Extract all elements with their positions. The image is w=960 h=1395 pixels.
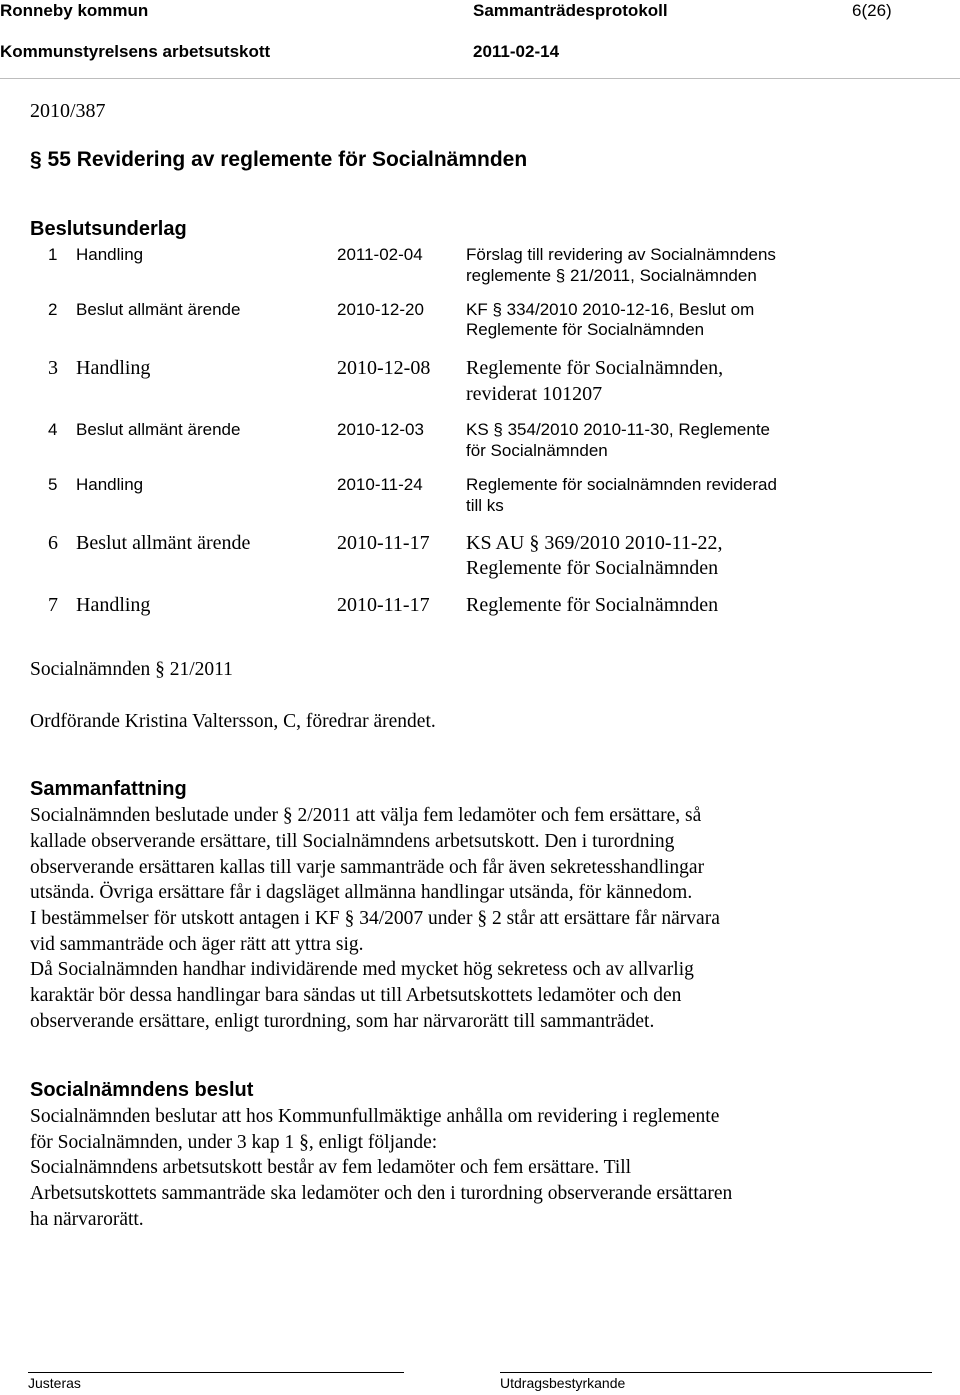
item-date: 2010-11-24 — [337, 475, 423, 494]
item-description: Reglemente för Socialnämnden — [466, 557, 719, 579]
summary-line: Då Socialnämnden handhar individärende med mycket hög sekretess och av allvarlig — [30, 959, 694, 980]
justeras-signature-line — [28, 1372, 404, 1373]
item-type: Handling — [76, 245, 144, 264]
summary-line: I bestämmelser för utskott antagen i KF § 34/2007 under § 2 står att ersättare får närvara — [30, 908, 720, 929]
item-date: 2010-12-03 — [337, 420, 424, 439]
summary-line: observerande ersättaren kallas till varje sammanträde och får även sekretesshandlingar — [30, 857, 705, 878]
item-type: Handling — [76, 357, 151, 379]
summary-line: utsända. Övriga ersättare får i dagsläget allmänna handlingar utsända, för kännedom. — [30, 882, 693, 903]
decision-line: Arbetsutskottets sammanträde ska ledamöter och den i turordning observerande ersättaren — [30, 1183, 733, 1204]
item-description: Reglemente för Socialnämnden — [466, 594, 719, 616]
justeras-label: Justeras — [28, 1375, 81, 1391]
summary-line: karaktär bör dessa handlingar bara sändas ut till Arbetsutskottets ledamöter och den — [30, 985, 682, 1006]
item-type: Beslut allmänt ärende — [76, 532, 251, 554]
item-description: reviderat 101207 — [466, 383, 603, 405]
item-number: 3 — [48, 357, 58, 379]
summary-line: observerande ersättare, enligt turordning, som har närvarorätt till sammanträdet. — [30, 1011, 655, 1032]
item-description: KS AU § 369/2010 2010-11-22, — [466, 532, 723, 554]
beslutsunderlag-heading: Beslutsunderlag — [30, 218, 187, 240]
decision-line: Socialnämnden beslutar att hos Kommunfullmäktige anhålla om revidering i reglemente — [30, 1106, 720, 1127]
item-type: Beslut allmänt ärende — [76, 420, 241, 439]
meeting-date: 2011-02-14 — [473, 42, 560, 61]
item-description: reglemente § 21/2011, Socialnämnden — [466, 266, 757, 285]
item-number: 7 — [48, 594, 58, 616]
item-description: Reglemente för Socialnämnden — [466, 320, 705, 339]
sammanfattning-heading: Sammanfattning — [30, 778, 187, 800]
item-number: 4 — [48, 420, 58, 439]
item-date: 2010-12-08 — [337, 357, 431, 379]
item-number: 5 — [48, 475, 58, 494]
summary-line: kallade observerande ersättare, till Socialnämndens arbetsutskott. Den i turordning — [30, 831, 675, 852]
item-type: Beslut allmänt ärende — [76, 300, 241, 319]
item-date: 2011-02-04 — [337, 245, 423, 264]
item-type: Handling — [76, 594, 151, 616]
item-description: för Socialnämnden — [466, 441, 608, 460]
item-date: 2010-11-17 — [337, 532, 430, 554]
utdragsbestyrkande-label: Utdragsbestyrkande — [500, 1375, 626, 1391]
presenter-line: Ordförande Kristina Valtersson, C, föredrar ärendet. — [30, 711, 436, 732]
committee-name: Kommunstyrelsens arbetsutskott — [0, 42, 271, 61]
page-number: 6(26) — [852, 1, 892, 20]
item-number: 1 — [48, 245, 58, 264]
item-description: Reglemente för Socialnämnden, — [466, 357, 724, 379]
item-description: Förslag till revidering av Socialnämndens — [466, 245, 776, 264]
item-description: KS § 354/2010 2010-11-30, Reglemente — [466, 420, 771, 439]
utdrag-signature-line — [500, 1372, 932, 1373]
item-number: 2 — [48, 300, 58, 319]
item-description: till ks — [466, 496, 504, 515]
decision-line: Socialnämndens arbetsutskott består av fem ledamöter och fem ersättare. Till — [30, 1157, 632, 1178]
org-name: Ronneby kommun — [0, 1, 149, 20]
document-type: Sammanträdesprotokoll — [473, 1, 668, 20]
item-number: 6 — [48, 532, 58, 554]
reference-line: Socialnämnden § 21/2011 — [30, 659, 233, 680]
item-date: 2010-11-17 — [337, 594, 430, 616]
summary-line: vid sammanträde och äger rätt att yttra sig. — [30, 934, 364, 955]
beslut-heading: Socialnämndens beslut — [30, 1079, 254, 1101]
decision-line: ha närvarorätt. — [30, 1209, 144, 1230]
summary-line: Socialnämnden beslutade under § 2/2011 att välja fem ledamöter och fem ersättare, så — [30, 805, 702, 826]
case-number: 2010/387 — [30, 100, 106, 122]
item-date: 2010-12-20 — [337, 300, 424, 319]
header-divider — [0, 78, 960, 79]
item-description: KF § 334/2010 2010-12-16, Beslut om — [466, 300, 755, 319]
section-title: § 55 Revidering av reglemente för Socialnämnden — [30, 148, 528, 171]
item-description: Reglemente för socialnämnden reviderad — [466, 475, 777, 494]
decision-line: för Socialnämnden, under 3 kap 1 §, enligt följande: — [30, 1132, 438, 1153]
item-type: Handling — [76, 475, 144, 494]
